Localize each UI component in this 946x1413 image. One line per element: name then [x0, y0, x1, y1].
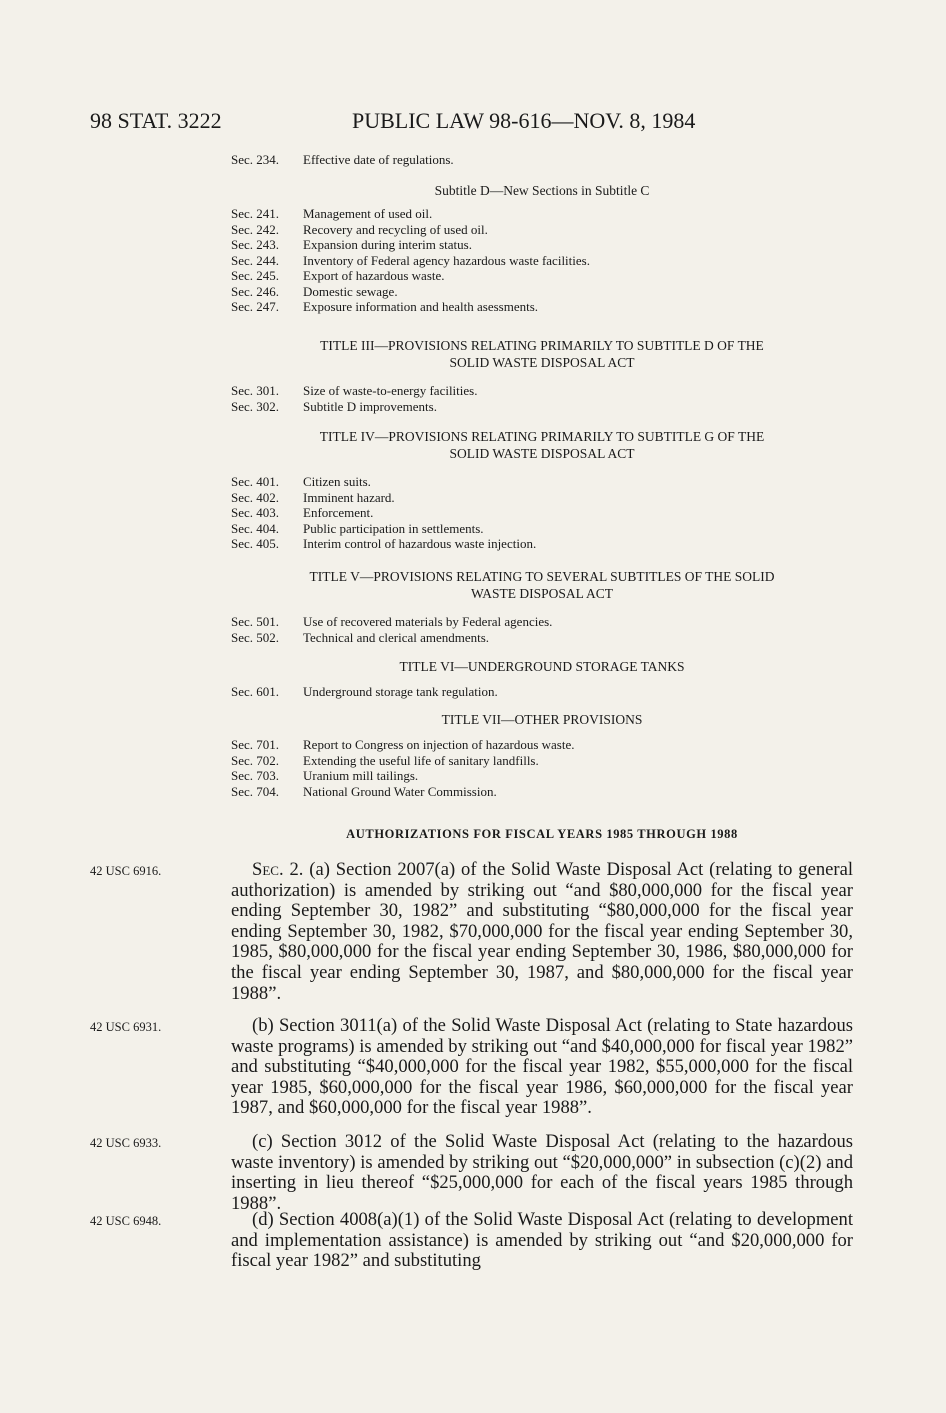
toc-entry: Sec. 703. Uranium mill tailings.	[231, 768, 419, 783]
toc-entry: Sec. 502. Technical and clerical amendments.	[231, 629, 490, 645]
section-lead: Sec. 2.	[252, 859, 304, 880]
toc-entry: Sec. 243. Expansion during interim status.	[231, 237, 472, 252]
toc-entry: Sec. 702. Extending the useful life of sanitary landfills.	[231, 752, 539, 768]
margin-citation: 42 USC 6933.	[90, 1136, 162, 1150]
toc-entry: Sec. 401. Citizen suits.	[231, 474, 371, 489]
toc-entry: Sec. 402. Imminent hazard.	[231, 489, 395, 505]
title-iii-heading: TITLE III—PROVISIONS RELATING PRIMARILY TO SUBTITLE D OF THE SOLID WASTE DISPOSAL ACT	[320, 338, 764, 370]
toc-top	[231, 152, 853, 168]
section-heading: AUTHORIZATIONS FOR FISCAL YEARS 1985 THROUGH 1988	[346, 827, 738, 841]
toc-entry: Sec. 246. Domestic sewage.	[231, 283, 398, 299]
toc-entry: Sec. 404. Public participation in settlements.	[231, 520, 484, 536]
subtitle-d-heading: Subtitle D—New Sections in Subtitle C	[434, 183, 650, 198]
title-iv-heading: TITLE IV—PROVISIONS RELATING PRIMARILY TO SUBTITLE G OF THE SOLID WASTE DISPOSAL ACT	[319, 429, 765, 461]
toc-entry: Sec. 244. Inventory of Federal agency hazardous waste facilities.	[231, 252, 590, 268]
page-reference: 98 STAT. 3222	[90, 108, 222, 133]
toc-entry: Sec. 242. Recovery and recycling of used oil.	[231, 221, 488, 237]
margin-citation: 42 USC 6948.	[90, 1214, 162, 1228]
toc-entry: Sec. 247. Exposure information and health asessments.	[231, 299, 539, 314]
title-vi-heading: TITLE VI—UNDERGROUND STORAGE TANKS	[399, 659, 685, 674]
toc-entry: Sec. 245. Export of hazardous waste.	[231, 268, 445, 283]
toc-entry: Sec. 501. Use of recovered materials by Federal agencies.	[231, 614, 553, 629]
toc-entry: Sec. 302. Subtitle D improvements.	[231, 398, 437, 414]
title-vi-list	[231, 684, 853, 700]
title-iii-list	[231, 383, 853, 414]
running-title: PUBLIC LAW 98-616—NOV. 8, 1984	[352, 108, 696, 133]
toc-entry: Sec. 234. Effective date of regulations.	[231, 152, 454, 167]
title-vii-heading: TITLE VII—OTHER PROVISIONS	[441, 712, 643, 727]
body-paragraph: (d) Section 4008(a)(1) of the Solid Waste Disposal Act (relating to development and implementation assistance) is amended by striking out “and $20,000,000 for fiscal year 1982” and substituting	[231, 1209, 853, 1272]
toc-entry: Sec. 241. Management of used oil.	[231, 206, 433, 221]
title-iv-list	[231, 474, 853, 552]
toc-entry: Sec. 405. Interim control of hazardous waste injection.	[231, 536, 537, 551]
title-v-list	[231, 614, 853, 645]
margin-citation: 42 USC 6916.	[90, 864, 162, 878]
body-paragraph: Sec. 2. (a) Section 2007(a) of the Solid Waste Disposal Act (relating to general authorization) is amended by striking out “and $80,000,000 for the fiscal year ending September 30, 1982” and substituting “$80,000,000 for the fiscal year ending September 30, 1982, $70,000,000 for the fiscal year ending September 30, 1985, $80,000,000 for the fiscal year ending September 30, 1986, $80,000,000 for the fiscal year ending September 30, 1987, and $80,000,000 for the fiscal year 1988”.	[231, 859, 853, 1004]
toc-entry: Sec. 403. Enforcement.	[231, 505, 374, 520]
subtitle-d-list	[231, 206, 853, 315]
toc-entry: Sec. 701. Report to Congress on injection of hazardous waste.	[231, 737, 575, 752]
margin-citation: 42 USC 6931.	[90, 1020, 162, 1034]
toc-entry: Sec. 601. Underground storage tank regulation.	[231, 684, 498, 699]
title-v-heading: TITLE V—PROVISIONS RELATING TO SEVERAL SUBTITLES OF THE SOLID WASTE DISPOSAL ACT	[309, 569, 775, 601]
body-paragraph: (c) Section 3012 of the Solid Waste Disposal Act (relating to the hazardous waste inventory) is amended by striking out “$20,000,000” in subsection (c)(2) and inserting in lieu thereof “$25,000,000 for each of the fiscal years 1985 through 1988”.	[231, 1131, 853, 1214]
title-vii-list	[231, 737, 853, 799]
toc-entry: Sec. 704. National Ground Water Commission.	[231, 783, 497, 799]
toc-entry: Sec. 301. Size of waste-to-energy facilities.	[231, 383, 478, 398]
body-paragraph: (b) Section 3011(a) of the Solid Waste Disposal Act (relating to State hazardous waste programs) is amended by striking out “and $40,000,000 for fiscal year 1982” and substituting “$40,000,000 for the fiscal year 1982, $55,000,000 for the fiscal year 1985, $60,000,000 for the fiscal year 1986, $60,000,000 for the fiscal year 1987, and $60,000,000 for the fiscal year 1988”.	[231, 1015, 853, 1119]
